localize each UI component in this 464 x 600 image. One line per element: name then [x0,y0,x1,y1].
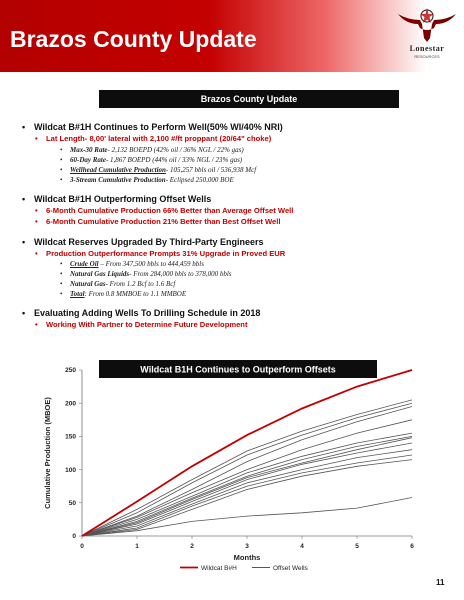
section-header-update: Brazos County Update [99,90,399,108]
y-tick-label: 100 [65,466,76,474]
bullet-level2: • Working With Partner to Determine Future Development [22,320,452,331]
bullet-list [22,122,452,331]
bullet-level3 [22,165,452,175]
longhorn-icon [394,4,460,44]
logo-text: Lonestar [409,44,445,53]
bullet-level1: • Wildcat Reserves Upgraded By Third-Party Engineers [22,237,452,248]
bullet-value: - From 284,000 bbls to 378,000 bbls [129,270,232,278]
page-number: 11 [436,578,445,587]
production-chart [0,360,464,580]
bullet-level3 [22,289,452,299]
bullet-value: - From 1.2 Bcf to 1.6 Bcf [105,280,176,288]
company-logo [394,4,460,64]
bullet-level2: • Production Outperformance Prompts 31% Upgrade in Proved EUR [22,249,452,260]
x-axis-label: Months [233,553,261,562]
header-banner [0,0,464,72]
bullet-value: : From 0.8 MMBOE to 1.1 MMBOE [84,290,187,298]
bullet-level2: • 6-Month Cumulative Production 21% Better than Best Offset Well [22,217,452,228]
bullet-label: Max-30 Rate [70,145,108,154]
y-tick-label: 150 [65,433,76,441]
bullet-level1: • Evaluating Adding Wells To Drilling Schedule in 2018 [22,308,452,319]
bullet-label: 3-Stream Cumulative Production [70,175,166,184]
bullet-level3 [22,279,452,289]
bullet-level2: • Lat Length- 8,00' lateral with 2,100 #/ft proppant (20/64" choke) [22,134,452,145]
y-tick-label: 50 [68,500,76,507]
bullet-level1: • Wildcat B#1H Continues to Perform Well(50% WI/40% NRI) [22,122,452,133]
bullet-level3 [22,175,452,185]
y-axis-label: Cumulative Production (MBOE) [43,397,52,509]
y-tick-label: 0 [72,533,76,541]
bullet-label: Natural Gas Liquids [70,270,130,278]
bullet-label: Crude Oil [70,260,99,268]
series-line-wildcat [82,370,412,536]
bullet-label: Total [70,290,85,298]
y-tick-label: 200 [65,400,76,408]
bullet-level3 [22,259,452,269]
bullet-value: - 1,867 BOEPD (44% oil / 33% NGL / 23% gas) [105,155,243,164]
bullet-level2: • 6-Month Cumulative Production 66% Better than Average Offset Well [22,206,452,217]
x-tick-label: 3 [245,543,249,550]
page-title: Brazos County Update [10,26,257,52]
chart-container [0,360,464,580]
bullet-label: 60-Day Rate [70,155,106,164]
x-tick-label: 0 [80,543,84,550]
bullet-value: - 105,257 bbls oil / 536,938 Mcf [165,165,257,174]
bullet-label: Natural Gas [70,280,106,288]
x-tick-label: 1 [135,543,139,550]
bullet-level1: • Wildcat B#1H Outperforming Offset Wells [22,194,452,205]
x-tick-label: 2 [190,543,194,550]
bullet-value: – From 347,500 bbls to 444,459 bbls [98,260,204,268]
bullet-level3 [22,145,452,155]
series-line-offset [82,460,412,536]
series-line-offset [82,407,412,537]
legend-label: Wildcat B#H [201,565,237,572]
bullet-value: - Eclipsed 250,000 BOE [165,175,234,184]
x-tick-label: 6 [410,543,414,550]
legend-label: Offset Wells [273,565,308,572]
bullet-value: - 2,132 BOEPD (42% oil / 36% NGL / 22% gas) [107,145,244,154]
bullet-level3 [22,155,452,165]
y-tick-label: 250 [65,367,76,375]
x-tick-label: 5 [355,543,359,550]
bullet-level3 [22,269,452,279]
chart-title: Wildcat B1H Continues to Outperform Offsets [140,364,336,375]
logo-subtext: RESOURCES [414,54,440,59]
bullet-label: Wellhead Cumulative Production [70,165,166,174]
x-tick-label: 4 [300,543,304,550]
